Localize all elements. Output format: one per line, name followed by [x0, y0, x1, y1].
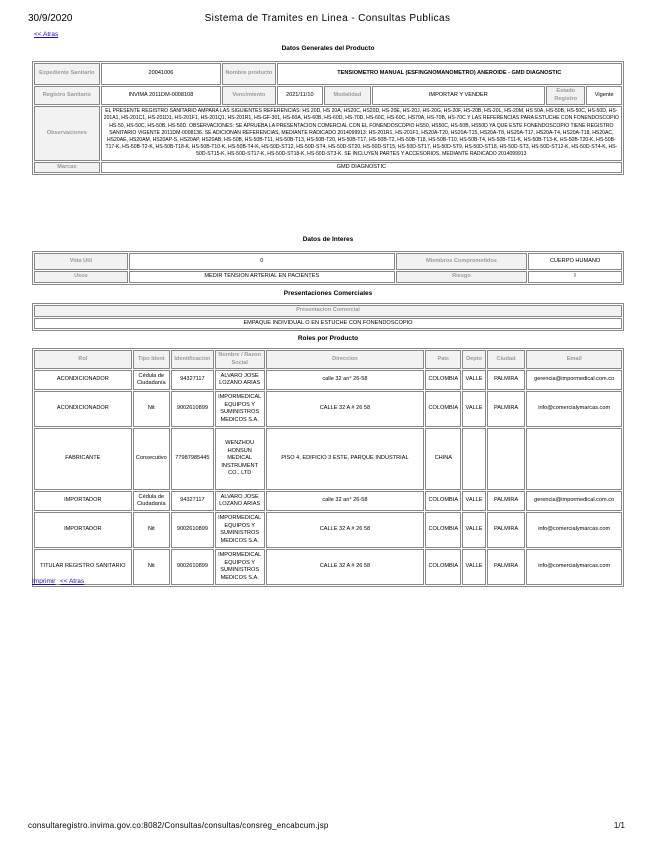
roles-cell: Nit [133, 512, 170, 548]
roles-cell: PALMIRA [487, 512, 526, 548]
roles-cell: 77987985445 [171, 428, 214, 490]
roles-cell: IMPORTADOR [34, 512, 132, 548]
roles-table [32, 348, 624, 587]
label-estado: Estado Registro [546, 86, 585, 105]
roles-row [34, 370, 622, 390]
value-marcas: GMD DIAGNOSTIC [101, 162, 622, 174]
roles-cell: calle 32 an° 26-58 [266, 491, 425, 511]
roles-cell: Cédula de Ciudadanía [133, 491, 170, 511]
roles-col-header: Ciudad [487, 350, 526, 369]
presentaciones-section-title: Presentaciones Comerciales [283, 290, 373, 297]
roles-cell: COLOMBIA [425, 391, 461, 427]
roles-cell: Consecutivo [133, 428, 170, 490]
value-observaciones: EL PRESENTE REGISTRO SANITARIO AMPARA LAS SIGUIENTES REFERENCIAS: HS 20D, HS 20A, HS20C, HS20D, HS-20E, HS-20J, HS-20G, HS-20F, HS-20B, HS-20L, HS-20M, HS 50A, HS-50B, HS-50C, HS-50D, HS-201A1, HS-201C1, HS-201D1, HS-201F1, HS-201Q1, HS-201R1, HS-GF-301, HS-60A, HS-60B, HS-60D, HS-70D, HS-60C, HS-60C, HS70A, HS-70B, HS-70C Y LAS REFERENCIAS PARA ESTUCHE CON FONENDOSCOPIO HS-50, HS-50C, HS-50B, HS-50D. OBSERVACIONES: SE APRUEBA LA PRESENTACION COMERCIAL CON EL FONENDOSCOPIO HS50, HS50C, HS-50B, HS50D YA QUE ESTE FONENDOSCOPIO TIENE REGISTRO SANITARIO VIGENTE 2011DM-0008136. SE ADICIONAN REFERENCIAS, MEDIANTE RADICADO 2014099913: HS-201R1, HS-201F1, HS20A-T20, HS20A-T15, HS20A-T8, HS20A-T17, HS20A-T4, HS20A-T18, HS20AC, HS20AE, HS20AM, HS20AP-S, HS20AP, HS20AB, HS-50B, HS-50B-T11, HS-50B-T13, HS-50B-T20, HS-50B-T17, HS-50B-T2, HS-50B-T18, HS-50B-T10, HS-50B-T4, HS-50B-T11-K, HS-50B-T13-K, HS-50B-T20-K, HS-50B-T17-K, HS-50B-T2-K, HS-50B-T18-K, HS-50B-T10-K, HS-50B-T4-K, HS-50D-ST12, HS-50D-ST4, HS-50D-ST20, HS-50D-ST15, HS-50D-ST17, HS-50D-ST9, HS-50D-ST18, HS-50D-ST3, HS-50D-ST12-K, HS-50D-ST4-K, HS-50D-ST15-K, HS-50D-ST17-K, HS-50D-ST18-K, HS-50D-ST3-K. SE INCLUYEN PARTES Y ACCESORIOS, MEDIANTE RADICADO 2014099913 [101, 106, 622, 161]
roles-cell [462, 428, 485, 490]
interes-section-title: Datos de Interes [302, 236, 354, 243]
roles-cell: Nit [133, 549, 170, 585]
value-riesgo: I [528, 271, 622, 283]
roles-col-header: Pais [425, 350, 461, 369]
roles-cell: IMPORMEDICAL EQUIPOS Y SUMINISTROS MEDICOS S.A. [215, 512, 265, 548]
roles-row [34, 428, 622, 490]
label-expediente: Expediente Sanitario [34, 63, 100, 85]
roles-row [34, 491, 622, 511]
roles-cell: info@comercialymarcas.com [526, 512, 622, 548]
value-vida-util: 0 [129, 253, 395, 270]
label-registro: Registro Sanitario [34, 86, 100, 105]
label-miembros: Miembros Comprometidos [396, 253, 527, 270]
label-vida-util: Vida Util [34, 253, 128, 270]
roles-cell: Nit [133, 391, 170, 427]
roles-cell: WENZHOU HONSUN MEDICAL INSTRUMENT CO., LTD [215, 428, 265, 490]
roles-cell [487, 428, 526, 490]
roles-cell: VALLE [462, 370, 485, 390]
roles-cell: COLOMBIA [425, 491, 461, 511]
roles-col-header: Identificacion [171, 350, 214, 369]
roles-cell: VALLE [462, 391, 485, 427]
label-riesgo: Riesgo [396, 271, 527, 283]
print-date: 30/9/2020 [28, 13, 73, 24]
roles-cell: FABRICANTE [34, 428, 132, 490]
roles-cell: ALVARO JOSE LOZANO ARIAS [215, 370, 265, 390]
presentaciones-table [32, 303, 624, 331]
page-title: Sistema de Tramites en Linea - Consultas Publicas [204, 13, 451, 24]
value-estado: Vigente [586, 86, 622, 105]
roles-col-header: Direccion [266, 350, 425, 369]
roles-cell: VALLE [462, 491, 485, 511]
roles-cell [526, 428, 622, 490]
value-registro: INVIMA 2011DM-0008108 [101, 86, 221, 105]
roles-col-header: Depto [462, 350, 485, 369]
label-modalidad: Modalidad [324, 86, 371, 105]
roles-cell: CHINA [425, 428, 461, 490]
label-usos: Usos [34, 271, 128, 283]
footer-page-number: 1/1 [613, 821, 625, 830]
label-presentacion: Presentacion Comercial [34, 305, 622, 317]
value-presentacion: EMPAQUE INDIVIDUAL O EN ESTUCHE CON FONENDOSCOPIO [34, 318, 622, 330]
roles-cell: gerencia@impormedical.com.co [526, 370, 622, 390]
roles-col-header: Rol [34, 350, 132, 369]
value-expediente: 20041006 [101, 63, 221, 85]
roles-header-row [34, 350, 622, 369]
value-modalidad: IMPORTAR Y VENDER [372, 86, 546, 105]
roles-section-title: Roles por Producto [297, 335, 359, 342]
roles-cell: COLOMBIA [425, 512, 461, 548]
roles-cell: info@comercialymarcas.com [526, 549, 622, 585]
bottom-links [32, 570, 84, 588]
general-section-title: Datos Generales del Producto [281, 45, 375, 52]
roles-cell: 9002610899 [171, 512, 214, 548]
roles-cell: gerencia@impormedical.com.co [526, 491, 622, 511]
label-observaciones: Observaciones [34, 106, 100, 161]
roles-cell: VALLE [462, 512, 485, 548]
roles-row [34, 549, 622, 585]
roles-cell: info@comercialymarcas.com [526, 391, 622, 427]
roles-cell: 94327117 [171, 370, 214, 390]
roles-cell: TITULAR REGISTRO SANITARIO [34, 549, 132, 585]
roles-cell: COLOMBIA [425, 549, 461, 585]
roles-row [34, 391, 622, 427]
roles-cell: CALLE 32 A # 26 58 [266, 512, 425, 548]
label-nombre: Nombre producto [222, 63, 275, 85]
value-nombre: TENSIOMETRO MANUAL (ESFINGNOMANOMETRO) ANEROIDE - GMD DIAGNOSTIC [277, 63, 623, 85]
roles-cell: CALLE 32 A # 26 58 [266, 391, 425, 427]
general-table [32, 61, 624, 175]
label-marcas: Marcas [34, 162, 100, 174]
back-link[interactable]: << Atras [34, 31, 59, 38]
label-vencimiento: Vencimiento [222, 86, 275, 105]
footer-url: consultaregistro.invima.gov.co:8082/Consultas/consultas/consreg_encabcum.jsp [28, 821, 329, 830]
roles-cell: CALLE 32 A # 26 58 [266, 549, 425, 585]
roles-cell: IMPORMEDICAL EQUIPOS Y SUMINISTROS MEDICOS S.A. [215, 391, 265, 427]
roles-cell: ALVARO JOSE LOZANO ARIAS [215, 491, 265, 511]
roles-row [34, 512, 622, 548]
roles-col-header: Email [526, 350, 622, 369]
roles-cell: VALLE [462, 549, 485, 585]
value-miembros: CUERPO HUMANO [528, 253, 622, 270]
interes-table [32, 251, 624, 285]
roles-cell: ACONDICIONADOR [34, 370, 132, 390]
roles-cell: PALMIRA [487, 391, 526, 427]
roles-cell: Cédula de Ciudadanía [133, 370, 170, 390]
roles-cell: IMPORTADOR [34, 491, 132, 511]
roles-cell: COLOMBIA [425, 370, 461, 390]
roles-col-header: Tipo Ident [133, 350, 170, 369]
roles-cell: PALMIRA [487, 491, 526, 511]
roles-cell: PALMIRA [487, 370, 526, 390]
roles-cell: ACONDICIONADOR [34, 391, 132, 427]
roles-cell: 94327117 [171, 491, 214, 511]
back-link-bottom[interactable]: << Atras [59, 578, 85, 585]
value-usos: MEDIR TENSION ARTERIAL EN PACIENTES [129, 271, 395, 283]
roles-col-header: Nombre / Razon Social [215, 350, 265, 369]
roles-cell: calle 32 an° 26-58 [266, 370, 425, 390]
value-vencimiento: 2021/11/10 [277, 86, 324, 105]
roles-cell: PISO 4, EDIFICIO 3 ESTE, PARQUE INDUSTRIAL [266, 428, 425, 490]
roles-cell: 9002610899 [171, 391, 214, 427]
print-link[interactable]: Imprimir [32, 578, 56, 585]
roles-cell: IMPORMEDICAL EQUIPOS Y SUMINISTROS MEDICOS S.A. [215, 549, 265, 585]
roles-cell: 9002610899 [171, 549, 214, 585]
roles-cell: PALMIRA [487, 549, 526, 585]
